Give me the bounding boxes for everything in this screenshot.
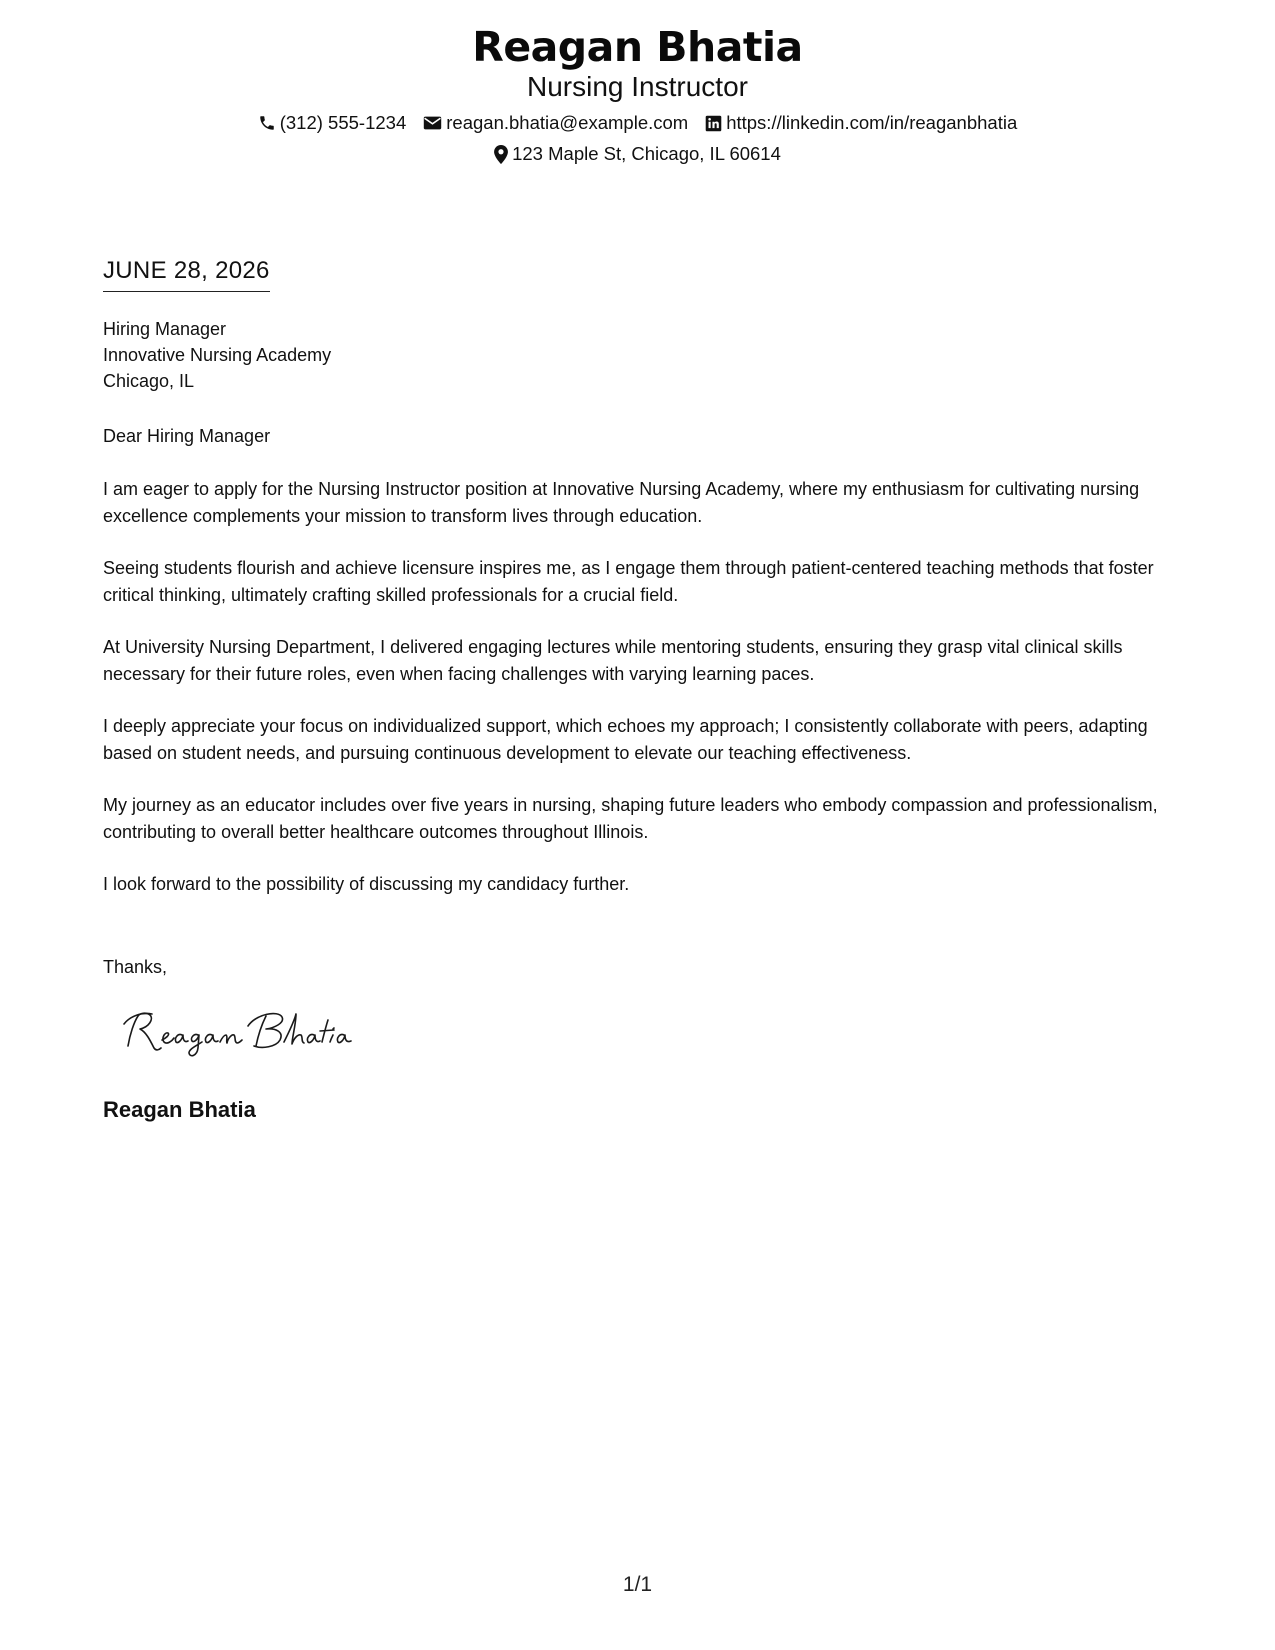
phone-number: (312) 555-1234 (279, 112, 407, 133)
contact-row-primary (0, 110, 1275, 136)
recipient-company: Innovative Nursing Academy (103, 345, 332, 365)
page-number: 1/1 (622, 1573, 653, 1596)
applicant-name: Reagan Bhatia (472, 23, 803, 71)
handwritten-signature (116, 1004, 356, 1069)
linkedin-icon (705, 115, 722, 132)
contact-row-secondary (0, 141, 1275, 167)
recipient-block (103, 316, 331, 394)
envelope-icon (423, 115, 442, 131)
letter-body (103, 476, 1183, 924)
recipient-location: Chicago, IL (103, 371, 195, 391)
signer-name: Reagan Bhatia (103, 1097, 256, 1122)
street-address: 123 Maple St, Chicago, IL 60614 (512, 143, 781, 164)
applicant-job-title: Nursing Instructor (527, 71, 748, 102)
phone-icon (258, 114, 276, 132)
body-paragraph: Seeing students flourish and achieve licensure inspires me, as I engage them through patient-centered teaching methods that foster critical thinking, ultimately crafting skilled professionals for a crucial field. (103, 558, 1154, 605)
email-address[interactable]: reagan.bhatia@example.com (446, 112, 689, 133)
body-paragraph: My journey as an educator includes over five years in nursing, shaping future leaders who embody compassion and professionalism, contributing to overall better healthcare outcomes throughout Illinois. (103, 795, 1158, 842)
closing-line: Thanks, (103, 957, 168, 977)
body-paragraph: At University Nursing Department, I delivered engaging lectures while mentoring students, ensuring they grasp vital clinical skills necessary for their future roles, even when facing challenges with varying learning paces. (103, 637, 1123, 684)
contact-linkedin[interactable] (705, 110, 1017, 136)
recipient-line: Hiring Manager (103, 319, 227, 339)
contact-address (494, 141, 781, 167)
letter-date-block (103, 256, 270, 292)
body-paragraph: I look forward to the possibility of discussing my candidacy further. (103, 874, 630, 894)
linkedin-url[interactable]: https://linkedin.com/in/reaganbhatia (726, 112, 1018, 133)
contact-email[interactable] (423, 110, 688, 136)
salutation: Dear Hiring Manager (103, 426, 271, 446)
contact-phone (258, 110, 407, 136)
map-pin-icon (494, 145, 508, 164)
body-paragraph: I deeply appreciate your focus on individualized support, which echoes my approach; I consistently collaborate with peers, adapting based on student needs, and pursuing continuous development to elevate our teaching effectiveness. (103, 716, 1148, 763)
letter-header (0, 22, 1275, 167)
letter-date: JUNE 28, 2026 (103, 256, 270, 292)
body-paragraph: I am eager to apply for the Nursing Instructor position at Innovative Nursing Academy, where my enthusiasm for cultivating nursing excellence complements your mission to transform lives through education. (103, 479, 1140, 526)
